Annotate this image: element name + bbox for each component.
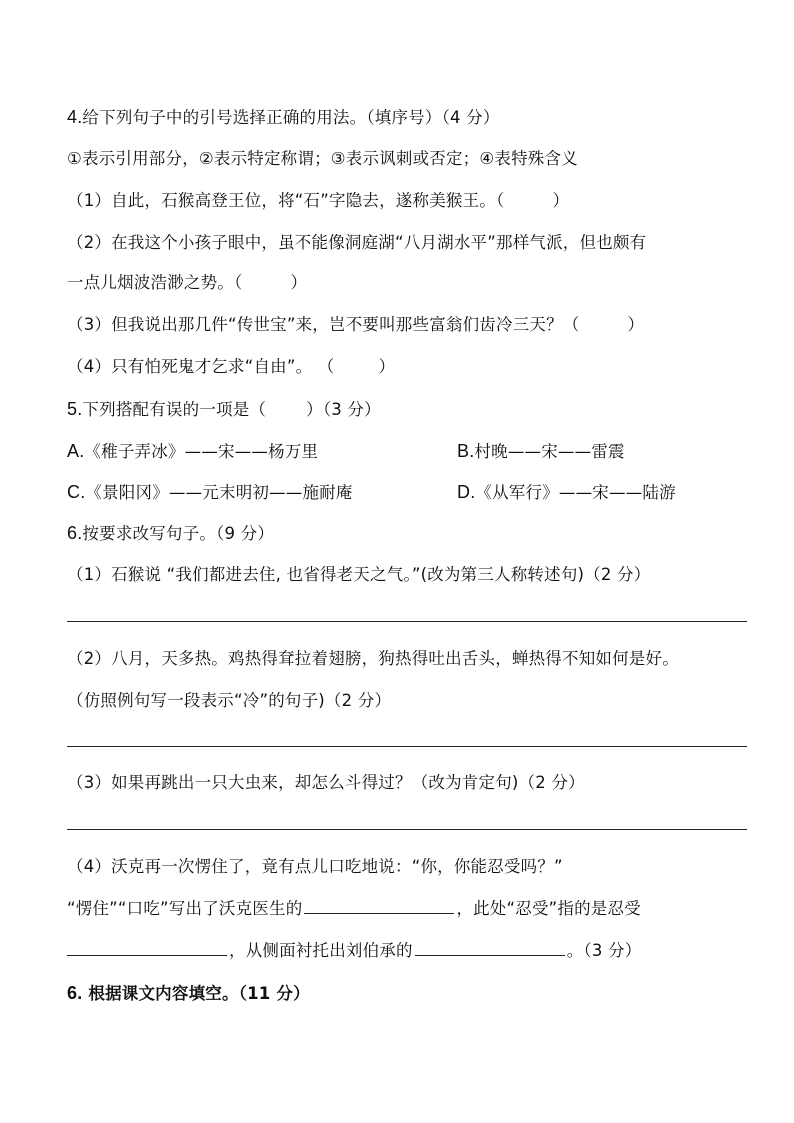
q4-item-2-cont [67, 272, 307, 294]
q6-sub-4-line-2 [67, 898, 641, 920]
q5-choice-d[interactable] [457, 481, 676, 504]
q4-number: 4. [67, 107, 83, 127]
q6-sub-2-cont: （仿照例句写一段表示“冷”的句子)（2 分） [67, 691, 392, 710]
item-number: （3） [67, 773, 112, 792]
q4-title [67, 106, 500, 129]
q6-number: 6. [67, 523, 83, 543]
choice-letter: C. [67, 482, 86, 502]
item-text: ，此处“忍受”指的是忍受 [456, 899, 641, 918]
item-text: 只有怕死鬼才乞求“自由”。 （ [111, 357, 335, 376]
item-number: （2） [67, 233, 112, 252]
choice-text: 村晚——宋——雷震 [474, 442, 625, 461]
q7-title [67, 982, 310, 1005]
close-paren: ） [627, 315, 645, 334]
answer-line-1[interactable] [67, 621, 747, 622]
item-text: 在我这个小孩子眼中，虽不能像洞庭湖“八月湖水平”那样气派，但也颇有 [111, 233, 647, 252]
q5-choice-a[interactable] [67, 440, 318, 463]
choice-letter: D. [457, 482, 476, 502]
item-number: （2） [67, 649, 112, 668]
q6-sub-3 [67, 772, 585, 794]
close-paren: ） [290, 273, 308, 292]
q4-item-2 [67, 232, 646, 254]
q6-sub-4 [67, 856, 563, 878]
item-number: （3） [67, 315, 112, 334]
fill-blank[interactable] [304, 913, 454, 914]
item-text: 八月，天多热。鸡热得耷拉着翅膀，狗热得吐出舌头，蝉热得不知如何是好。 [111, 649, 679, 668]
item-number: （4） [67, 857, 112, 876]
q5-choice-b[interactable] [457, 440, 625, 463]
item-text: 沃克再一次愣住了，竟有点儿口吃地说：“你，你能忍受吗？” [111, 857, 563, 876]
answer-line-2[interactable] [67, 746, 747, 747]
q5-title [67, 398, 381, 421]
close-paren: ） [552, 191, 570, 210]
item-text: 自此，石猴高登王位，将“石”字隐去，遂称美猴王。（ [111, 191, 505, 210]
item-text: 但我说出那几件“传世宝”来，岂不要叫那些富翁们齿冷三天？（ [111, 315, 580, 334]
q4-item-1 [67, 190, 569, 212]
q4-item-4 [67, 356, 395, 378]
q7-title-text: 根据课文内容填空。（11 分） [88, 984, 310, 1003]
q5-title-text: 下列搭配有误的一项是（ [82, 400, 267, 419]
item-text: 石猴说 “我们都进去住, 也省得老天之气。”(改为第三人称转述句)（2 分） [111, 565, 651, 584]
q6-sub-1 [67, 564, 650, 586]
choice-letter: A. [67, 441, 85, 461]
item-text: 如果再跳出一只大虫来，却怎么斗得过？（改为肯定句)（2 分） [111, 773, 585, 792]
choice-text: 《景阳冈》——元末明初——施耐庵 [85, 483, 353, 502]
q4-title-text: 给下列句子中的引号选择正确的用法。（填序号）（4 分） [82, 108, 500, 127]
close-paren: ） [378, 357, 396, 376]
q4-options: ①表示引用部分，②表示特定称谓；③表示讽刺或否定；④表特殊含义 [67, 149, 578, 168]
q7-number: 6. [67, 983, 83, 1003]
q4-item-3 [67, 314, 644, 336]
q5-title-end: ）（3 分） [306, 400, 381, 419]
q5-number: 5. [67, 399, 83, 419]
fill-blank[interactable] [415, 955, 565, 956]
q6-title [67, 522, 274, 545]
q6-title-text: 按要求改写句子。（9 分） [82, 524, 275, 543]
item-text: “愣住”“口吃”写出了沃克医生的 [67, 899, 303, 918]
choice-letter: B. [457, 441, 475, 461]
q5-choice-c[interactable] [67, 481, 353, 504]
q6-sub-4-line-3 [67, 940, 641, 962]
item-number: （1） [67, 191, 112, 210]
item-text: 一点儿烟波浩渺之势。（ [67, 273, 243, 292]
choice-text: 《稚子弄冰》——宋——杨万里 [84, 442, 319, 461]
fill-blank[interactable] [67, 955, 227, 956]
item-number: （1） [67, 565, 112, 584]
item-number: （4） [67, 357, 112, 376]
choice-text: 《从军行》——宋——陆游 [475, 483, 676, 502]
item-text: ，从侧面衬托出刘伯承的 [229, 941, 413, 960]
item-text: 。（3 分） [566, 941, 642, 960]
answer-line-3[interactable] [67, 829, 747, 830]
q6-sub-2 [67, 648, 679, 670]
